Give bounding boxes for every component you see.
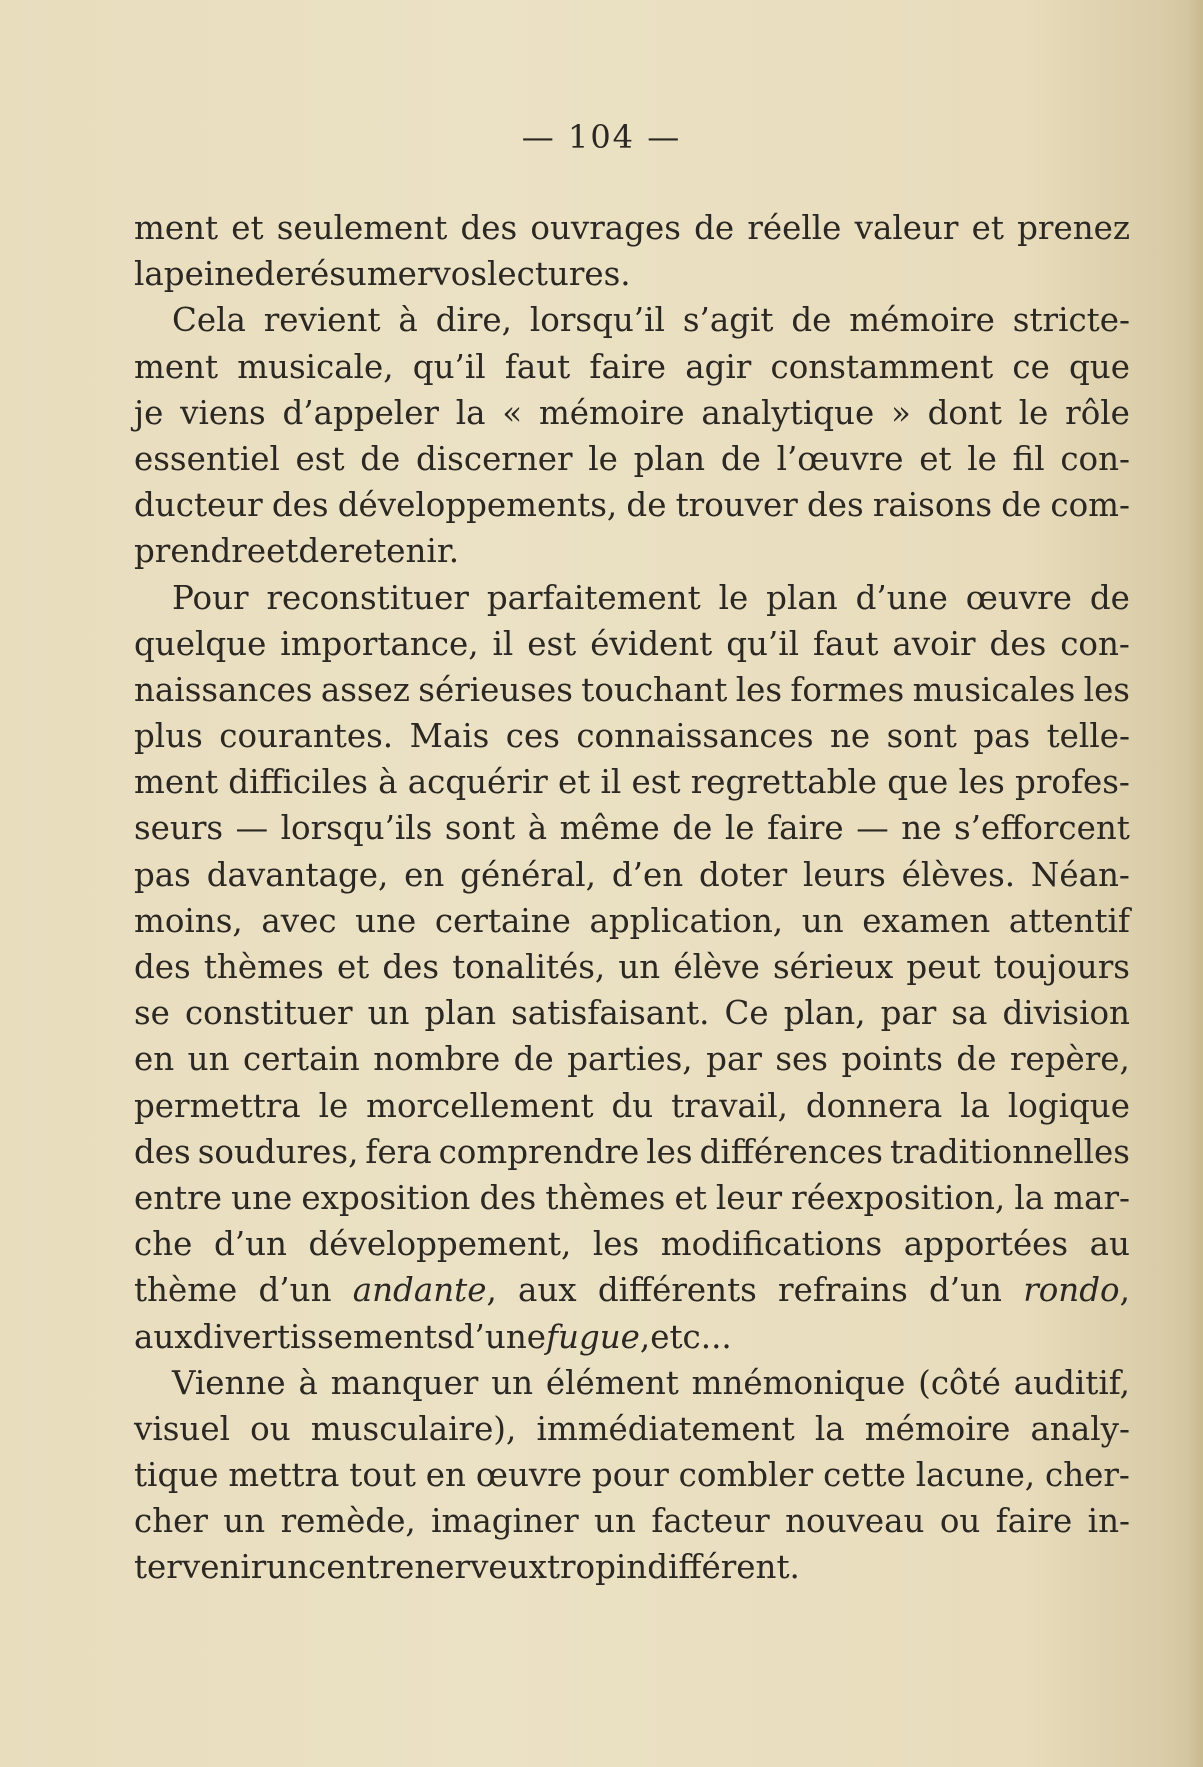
word: dire,	[435, 301, 512, 340]
word: satisfaisant.	[511, 994, 710, 1033]
word: ouvrages	[530, 209, 681, 247]
word: application,	[589, 901, 784, 940]
text-line	[134, 1314, 1130, 1360]
word: une	[231, 1178, 293, 1217]
word: le	[1018, 393, 1049, 432]
word: de	[1001, 486, 1042, 525]
word: (côté	[918, 1363, 1001, 1402]
word: ment	[134, 347, 219, 386]
word: parties,	[567, 1040, 693, 1079]
text-line	[134, 852, 1130, 898]
word: lorsqu’il	[529, 301, 665, 340]
word: modifications	[660, 1225, 883, 1264]
text-line	[134, 1544, 1130, 1590]
word: qu’il	[726, 624, 800, 663]
word: en	[404, 855, 445, 894]
text-line	[134, 482, 1130, 528]
word: divertissements	[192, 1317, 454, 1356]
word: la	[134, 255, 164, 294]
word: d’en	[611, 855, 684, 894]
word: en	[425, 1456, 466, 1495]
word: à	[527, 809, 548, 848]
word: Néan-	[1030, 855, 1130, 894]
text-line	[134, 1221, 1130, 1267]
word: Mais	[409, 717, 490, 756]
word: à	[398, 301, 418, 340]
word: il	[492, 624, 514, 663]
word: ne	[901, 809, 942, 848]
word: des	[460, 209, 518, 247]
word: sérieux	[772, 948, 894, 986]
word: au	[1089, 1225, 1130, 1264]
word: faire	[767, 809, 844, 848]
word: manquer	[330, 1363, 479, 1402]
word: s’agit	[682, 301, 774, 340]
word: pas	[973, 717, 1031, 756]
text-line	[134, 713, 1130, 759]
word: centre	[308, 1548, 415, 1587]
word: refrains	[778, 1271, 908, 1310]
word: nombre	[373, 1040, 501, 1079]
word: toujours	[993, 948, 1130, 986]
word: plan	[766, 578, 838, 617]
word: élève	[673, 948, 760, 986]
word: etc...	[650, 1317, 732, 1356]
word: d’appeler	[282, 393, 439, 432]
word: faut	[504, 347, 571, 386]
word: constamment	[770, 347, 994, 386]
word: développements,	[337, 486, 618, 525]
word: et	[266, 532, 299, 571]
word: de	[694, 209, 735, 247]
word: du	[611, 1086, 654, 1125]
word: le	[718, 578, 749, 617]
word: musculaire),	[310, 1409, 517, 1448]
word: même	[559, 809, 660, 848]
word: analy-	[1030, 1409, 1130, 1448]
text-line	[134, 1406, 1130, 1452]
word: mnémonique	[691, 1363, 906, 1402]
word: est	[295, 439, 345, 478]
word: mettra	[228, 1456, 340, 1495]
word: mémoire	[538, 393, 685, 432]
word: plan	[633, 439, 706, 478]
word: moins,	[134, 901, 243, 940]
word: à	[298, 1363, 318, 1402]
word: mémoire	[864, 1409, 1011, 1448]
word: est	[631, 763, 681, 802]
word: rondo,	[1023, 1271, 1130, 1310]
text-line	[134, 251, 1130, 297]
word: évident	[590, 624, 713, 663]
word: Vienne	[172, 1363, 286, 1402]
word: aux	[518, 1271, 577, 1310]
word: lorsqu’ils	[280, 809, 433, 848]
word: imaginer	[431, 1502, 579, 1541]
word: assez	[320, 670, 410, 709]
word: fera	[365, 1132, 432, 1171]
word: des	[989, 624, 1047, 663]
word: davantage,	[206, 855, 389, 894]
word: de	[626, 486, 667, 525]
word: réexposition,	[791, 1178, 1006, 1217]
word: des	[806, 486, 864, 525]
word: pour	[591, 1456, 669, 1495]
word: à	[378, 763, 398, 802]
word: thèmes	[203, 948, 324, 986]
word: et	[557, 763, 591, 802]
word: les	[958, 763, 1005, 802]
word: soudures,	[197, 1132, 359, 1171]
word: le	[318, 1086, 349, 1125]
text-line	[134, 944, 1130, 990]
word: entre	[134, 1178, 222, 1217]
word: —	[856, 809, 889, 848]
word: facteur	[651, 1502, 770, 1541]
text-line	[134, 1036, 1130, 1082]
body-text	[134, 205, 1130, 1591]
word: des	[271, 486, 329, 525]
word: des	[134, 948, 191, 986]
word: ses	[775, 1040, 828, 1079]
word: parfaitement	[486, 578, 701, 617]
word: trop	[546, 1548, 616, 1587]
text-line	[134, 1360, 1130, 1406]
word: ces	[505, 717, 560, 756]
word: seulement	[276, 209, 448, 247]
word: auditif,	[1013, 1363, 1130, 1402]
word: élèves.	[901, 855, 1016, 894]
word: tervenir	[134, 1548, 267, 1587]
word: plus	[134, 717, 203, 756]
word: un	[367, 994, 410, 1033]
word: faire	[589, 347, 666, 386]
word: différences	[699, 1132, 883, 1171]
word: peut	[906, 948, 981, 986]
word: une	[355, 901, 417, 940]
word: je	[134, 393, 164, 432]
word: d’un	[258, 1271, 332, 1310]
word: de	[956, 1040, 997, 1079]
word: musicale,	[237, 347, 394, 386]
word: vos	[432, 255, 488, 294]
word: difficiles	[228, 763, 368, 802]
text-line	[134, 805, 1130, 851]
word: ment	[134, 209, 219, 247]
word: stricte-	[1012, 301, 1130, 340]
word: le	[967, 439, 997, 478]
word: combler	[678, 1456, 814, 1495]
word: tonalités,	[452, 948, 606, 986]
text-line	[134, 297, 1130, 343]
word: Cela	[172, 301, 246, 340]
word: importance,	[280, 624, 479, 663]
word: donnera	[805, 1086, 943, 1125]
word: sont	[886, 717, 957, 756]
word: tique	[134, 1456, 219, 1495]
text-line	[134, 1452, 1130, 1498]
word: rôle	[1065, 393, 1130, 432]
word: en	[134, 1040, 175, 1079]
word: essentiel	[134, 439, 280, 478]
word: est	[527, 624, 577, 663]
word: des	[382, 948, 440, 986]
word: ou	[939, 1502, 981, 1541]
text-line	[134, 390, 1130, 436]
word: un	[491, 1363, 534, 1402]
word: constituer	[184, 994, 353, 1033]
text-line	[134, 1498, 1130, 1544]
word: —	[235, 809, 269, 848]
word: de	[298, 532, 339, 571]
word: retenir.	[338, 532, 460, 571]
text-line	[134, 1175, 1130, 1221]
word: de	[672, 809, 713, 848]
word: et	[231, 209, 264, 247]
word: et	[336, 948, 370, 986]
word: les	[735, 670, 782, 709]
word: pas	[134, 855, 191, 894]
text-line	[134, 528, 1130, 574]
word: morcellement	[366, 1086, 594, 1125]
word: et	[971, 209, 1004, 247]
word: les	[592, 1225, 640, 1264]
word: cette	[823, 1456, 906, 1495]
text-line	[134, 344, 1130, 390]
word: analytique	[701, 393, 875, 432]
page-edge-shadow	[1189, 0, 1203, 1767]
word: que	[887, 763, 949, 802]
word: acquérir	[407, 763, 548, 802]
word: valeur	[854, 209, 959, 247]
word: et	[674, 1178, 707, 1217]
word: immédiatement	[536, 1409, 795, 1448]
word: touchant	[581, 670, 728, 709]
word: aux	[134, 1317, 193, 1356]
word: général,	[460, 855, 597, 894]
word: avec	[261, 901, 337, 940]
word: com-	[1050, 486, 1130, 525]
word: fugue,	[545, 1317, 651, 1356]
word: nerveux	[414, 1548, 547, 1587]
word: prenez	[1017, 209, 1130, 247]
word: œuvre	[965, 578, 1072, 617]
word: sérieuses	[418, 670, 573, 709]
word: in-	[1087, 1502, 1130, 1541]
text-line	[134, 667, 1130, 713]
word: profes-	[1015, 763, 1130, 802]
word: d’un	[213, 1225, 287, 1264]
word: lectures.	[487, 255, 631, 294]
word: lacune,	[915, 1456, 1036, 1495]
word: s’efforcent	[953, 809, 1130, 848]
word: le	[724, 809, 755, 848]
word: de	[720, 439, 761, 478]
word: certaine	[434, 901, 571, 940]
word: logique	[1007, 1086, 1130, 1125]
word: sa	[951, 994, 988, 1033]
text-line	[134, 1129, 1130, 1175]
word: des	[134, 1132, 191, 1171]
word: apportées	[903, 1225, 1069, 1264]
word: de	[1089, 578, 1130, 617]
page-number-header: — 104 —	[521, 118, 682, 156]
word: ou	[250, 1409, 291, 1448]
text-line	[134, 990, 1130, 1036]
word: développement,	[308, 1225, 572, 1264]
word: les	[646, 1132, 693, 1171]
word: remède,	[280, 1502, 416, 1541]
word: naissances	[134, 670, 313, 709]
word: certain	[243, 1040, 360, 1079]
word: un	[266, 1548, 309, 1587]
word: tout	[349, 1456, 416, 1495]
word: réelle	[747, 209, 842, 247]
word: de	[360, 439, 401, 478]
word: la	[1014, 1178, 1045, 1217]
word: sont	[444, 809, 516, 848]
word: courantes.	[219, 717, 394, 756]
word: ment	[134, 763, 219, 802]
word: se	[134, 994, 170, 1033]
word: examen	[862, 901, 991, 940]
word: ce	[1012, 347, 1050, 386]
word: viens	[180, 393, 266, 432]
word: faut	[813, 624, 879, 663]
word: d’un	[928, 1271, 1002, 1310]
word: de	[254, 255, 295, 294]
word: con-	[1060, 624, 1130, 663]
word: différents	[597, 1271, 757, 1310]
word: quelque	[134, 624, 267, 663]
word: les	[1083, 670, 1130, 709]
word: de	[513, 1040, 554, 1079]
word: seurs	[134, 809, 224, 848]
word: cher-	[1045, 1456, 1130, 1495]
word: telle-	[1046, 717, 1130, 756]
word: par	[880, 994, 937, 1033]
word: la	[455, 393, 486, 432]
word: formes	[790, 670, 905, 709]
word: il	[600, 763, 622, 802]
word: avoir	[892, 624, 976, 663]
text-line	[134, 898, 1130, 944]
text-line	[134, 1083, 1130, 1129]
word: un	[618, 948, 661, 986]
word: raisons	[872, 486, 993, 525]
word: d’une	[855, 578, 948, 617]
word: che	[134, 1225, 193, 1264]
word: regrettable	[690, 763, 878, 802]
word: que	[1069, 347, 1130, 386]
word: permettra	[134, 1086, 301, 1125]
word: connaissances	[576, 717, 814, 756]
word: travail,	[671, 1086, 788, 1125]
word: œuvre	[475, 1456, 583, 1495]
word: d’une	[453, 1317, 546, 1356]
word: revient	[263, 301, 381, 340]
text-line	[134, 205, 1130, 251]
word: cher	[134, 1502, 208, 1541]
word: un	[187, 1040, 230, 1079]
word: un	[594, 1502, 636, 1541]
word: con-	[1060, 439, 1130, 478]
word: ne	[829, 717, 871, 756]
word: prendre	[134, 532, 267, 571]
text-line	[134, 759, 1130, 805]
word: de	[791, 301, 832, 340]
word: résumer	[294, 255, 433, 294]
word: dont	[927, 393, 1002, 432]
word: ducteur	[134, 486, 263, 525]
word: Ce	[724, 994, 769, 1033]
word: un	[223, 1502, 266, 1541]
word: agir	[685, 347, 752, 386]
word: des	[479, 1178, 537, 1217]
word: doter	[698, 855, 788, 894]
word: fil	[1012, 439, 1045, 478]
word: division	[1002, 994, 1130, 1033]
word: l’œuvre	[776, 439, 904, 478]
word: un	[801, 901, 844, 940]
text-line	[134, 436, 1130, 482]
word: plan	[424, 994, 497, 1033]
word: points	[841, 1040, 943, 1079]
word: indifférent.	[615, 1548, 800, 1587]
word: élément	[545, 1363, 679, 1402]
word: andante,	[352, 1271, 497, 1310]
word: «	[502, 393, 523, 432]
word: mar-	[1053, 1178, 1130, 1217]
word: le	[588, 439, 618, 478]
word: leur	[715, 1178, 783, 1217]
word: attentif	[1008, 901, 1130, 940]
word: comprendre	[438, 1132, 640, 1171]
text-line	[134, 1267, 1130, 1313]
word: plan,	[783, 994, 866, 1033]
word: et	[919, 439, 952, 478]
word: faire	[995, 1502, 1073, 1541]
word: visuel	[134, 1409, 230, 1448]
text-line	[134, 621, 1130, 667]
word: qu’il	[412, 347, 486, 386]
word: thèmes	[545, 1178, 666, 1217]
word: exposition	[301, 1178, 471, 1217]
word: nouveau	[785, 1502, 925, 1541]
word: repère,	[1009, 1040, 1130, 1079]
word: leurs	[803, 855, 886, 894]
text-line	[134, 575, 1130, 621]
word: par	[706, 1040, 762, 1079]
word: Pour	[172, 578, 249, 617]
word: peine	[163, 255, 255, 294]
word: mémoire	[849, 301, 995, 340]
word: trouver	[675, 486, 798, 525]
word: thème	[134, 1271, 238, 1310]
word: musicales	[912, 670, 1076, 709]
word: discerner	[415, 439, 573, 478]
word: reconstituer	[266, 578, 469, 617]
word: »	[890, 393, 911, 432]
word: la	[814, 1409, 845, 1448]
word: la	[960, 1086, 990, 1125]
word: traditionnelles	[889, 1132, 1130, 1171]
